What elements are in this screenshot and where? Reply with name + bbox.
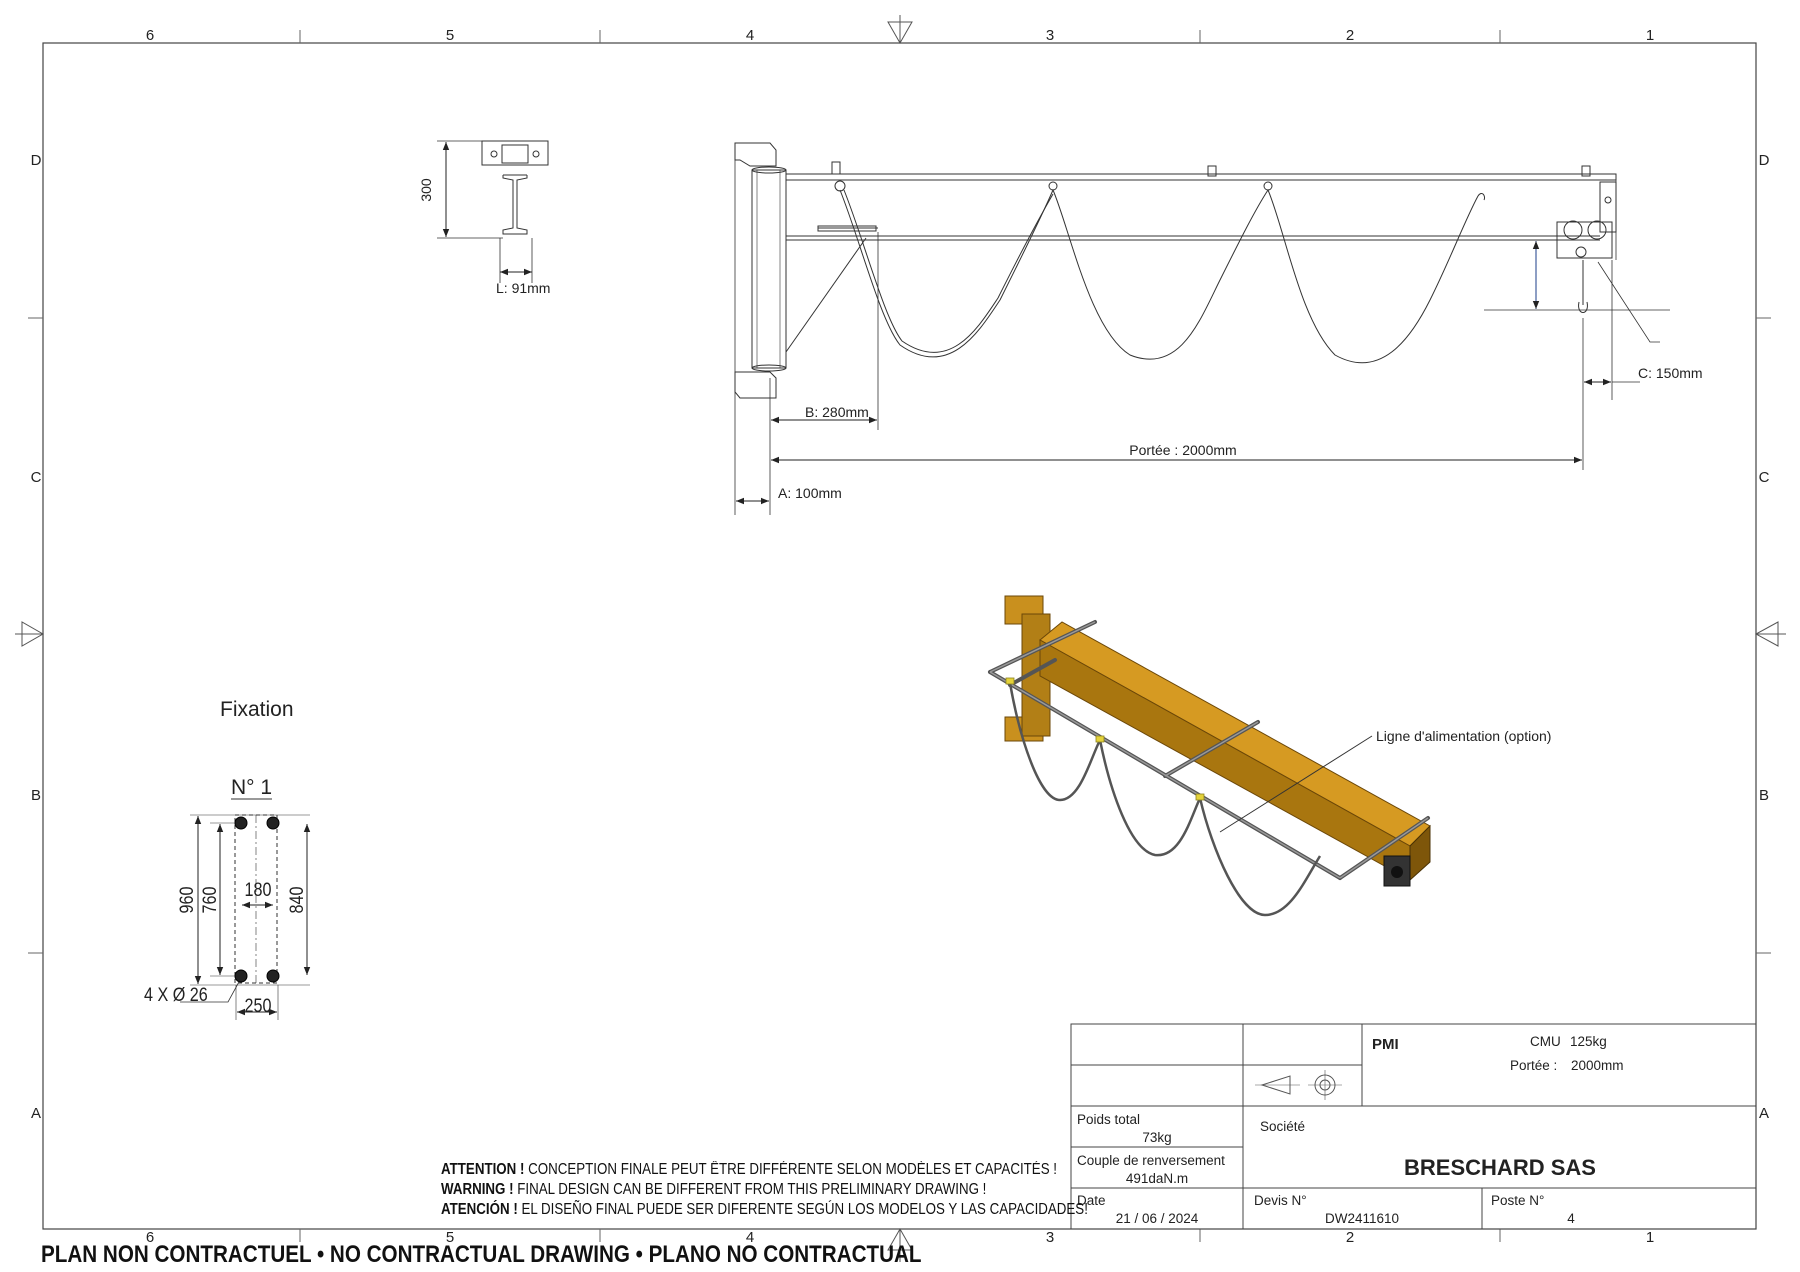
row-label-left-b: B: [30, 787, 42, 804]
tb-devis-value: DW2411610: [1324, 1211, 1400, 1226]
fix-dim-960: 960: [175, 886, 198, 914]
elevation-view: [735, 143, 1670, 515]
warning-es-lead: ATENCIÓN !: [441, 1201, 518, 1218]
tb-date-label: Date: [1077, 1193, 1106, 1208]
centering-marks: [15, 15, 1786, 1262]
section-width-label: L: 91mm: [496, 280, 551, 296]
col-label-top-6: 6: [145, 27, 155, 44]
tb-couple-label: Couple de renversement: [1077, 1153, 1225, 1168]
tb-couple-value: 491daN.m: [1125, 1171, 1189, 1186]
col-label-top-1: 1: [1645, 27, 1655, 44]
tb-poids-value: 73kg: [1142, 1130, 1172, 1145]
col-label-top-5: 5: [445, 27, 455, 44]
tb-portee-label: Portée :: [1510, 1058, 1558, 1073]
warning-en: [441, 1180, 986, 1200]
title-block: [1071, 1024, 1756, 1229]
col-label-bottom-6: 6: [145, 1229, 155, 1246]
tb-devis-label: Devis N°: [1254, 1193, 1307, 1208]
sheet-border: [43, 43, 1756, 1229]
row-label-right-d: D: [1758, 152, 1770, 169]
warning-fr: [441, 1160, 1057, 1180]
row-label-left-d: D: [30, 152, 42, 169]
col-label-top-3: 3: [1045, 27, 1055, 44]
fixation-title: Fixation: [220, 698, 294, 721]
dim-portee-label: Portée : 2000mm: [1129, 442, 1237, 458]
iso-crane-view: [990, 596, 1430, 915]
dim-a-label: A: 100mm: [778, 485, 842, 501]
col-label-bottom-1: 1: [1645, 1229, 1655, 1246]
warning-fr-lead: ATTENTION !: [441, 1161, 525, 1178]
projection-symbol: [1255, 1070, 1342, 1100]
col-label-bottom-3: 3: [1045, 1229, 1055, 1246]
beam-section-view: [437, 141, 548, 283]
tb-cmu-label: CMU: [1530, 1034, 1561, 1049]
col-label-top-4: 4: [745, 27, 755, 44]
tb-poste-value: 4: [1567, 1211, 1575, 1226]
col-label-bottom-5: 5: [445, 1229, 455, 1246]
fix-dim-840: 840: [285, 886, 308, 914]
tb-poids-label: Poids total: [1077, 1112, 1141, 1127]
row-label-left-c: C: [30, 469, 42, 486]
row-label-right-a: A: [1758, 1105, 1770, 1122]
warning-es: [441, 1200, 1088, 1220]
tb-date-value: 21 / 06 / 2024: [1115, 1211, 1199, 1226]
fix-dim-holes: 4 X Ø 26: [144, 983, 208, 1006]
warning-en-lead: WARNING !: [441, 1181, 514, 1198]
tb-company: BRESCHARD SAS: [1404, 1155, 1596, 1180]
row-label-right-c: C: [1758, 469, 1770, 486]
non-contractual-footer: PLAN NON CONTRACTUEL • NO CONTRACTUAL DRAWING • PLANO NO CONTRACTUAL: [41, 1241, 922, 1268]
fix-dim-250: 250: [244, 994, 272, 1017]
dim-b-label: B: 280mm: [805, 404, 869, 420]
col-label-bottom-2: 2: [1345, 1229, 1355, 1246]
row-label-left-a: A: [30, 1105, 42, 1122]
warning-es-text: EL DISEÑO FINAL PUEDE SER DIFERENTE SEGÚN LOS MODELOS Y LAS CAPACIDADES!: [517, 1201, 1088, 1218]
col-label-top-2: 2: [1345, 27, 1355, 44]
tb-poste-label: Poste N°: [1491, 1193, 1545, 1208]
fixation-subtitle: N° 1: [231, 776, 273, 799]
fix-dim-180: 180: [244, 878, 272, 901]
tb-product: PMI: [1372, 1036, 1399, 1053]
iso-callout-label: Ligne d'alimentation (option): [1376, 728, 1552, 744]
warning-fr-text: CONCEPTION FINALE PEUT ÊTRE DIFFÉRENTE SELON MODÈLES ET CAPACITÉS !: [524, 1161, 1058, 1178]
row-label-right-b: B: [1758, 787, 1770, 804]
warning-en-text: FINAL DESIGN CAN BE DIFFERENT FROM THIS PRELIMINARY DRAWING !: [513, 1181, 987, 1198]
dim-c-label: C: 150mm: [1638, 365, 1703, 381]
fixation-dims: [144, 879, 307, 1017]
tb-cmu-value: 125kg: [1570, 1034, 1607, 1049]
tb-societe-label: Société: [1260, 1119, 1306, 1134]
fix-dim-760: 760: [198, 886, 221, 914]
tb-portee-value: 2000mm: [1571, 1058, 1624, 1073]
section-height-label: 300: [418, 178, 434, 202]
col-label-bottom-4: 4: [745, 1229, 755, 1246]
